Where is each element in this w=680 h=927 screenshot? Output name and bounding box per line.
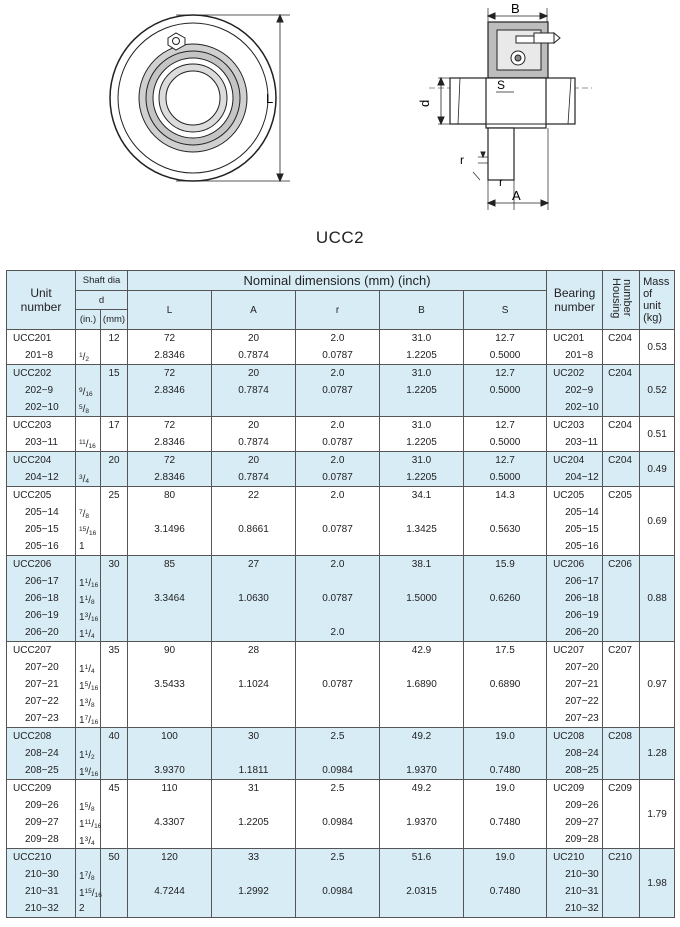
- dim-A-cell: 27 1.0630: [212, 556, 296, 642]
- shaft-mm-cell: 40: [101, 728, 128, 780]
- fraction: $^1/_2$: [79, 352, 90, 363]
- shaft-inch-cell: $1^1/_{16}$ $1^1/_8$ $1^3/_{16}$ $1^1/_4$: [76, 556, 101, 642]
- shaft-inch-cell: [76, 365, 101, 417]
- dim-B-cell: 42.9 1.6890: [380, 642, 464, 728]
- dim-A-cell: 20 0.7874: [212, 417, 296, 452]
- unit-number-cell: UCC208 208−24 208−25: [7, 728, 76, 780]
- dim-S-cell: 15.9 0.6260: [464, 556, 547, 642]
- fraction: $^{11}/_{16}$: [84, 819, 102, 830]
- dim-B-cell: 38.1 1.5000: [380, 556, 464, 642]
- dim-r-cell: 0.0787: [296, 642, 380, 728]
- dim-A-cell: 30 1.1811: [212, 728, 296, 780]
- header-B: B: [380, 291, 464, 330]
- shaft-mm-cell: 45: [101, 780, 128, 849]
- shaft-mm-cell: 12: [101, 330, 128, 365]
- table-row: [7, 780, 675, 849]
- front-view-drawing: [110, 15, 290, 181]
- dim-r-cell: 2.0 0.0787 2.0: [296, 556, 380, 642]
- fraction: $^9/_{16}$: [84, 767, 99, 778]
- mass-cell: 1.79: [640, 780, 675, 849]
- dim-S-cell: 19.0 0.7480: [464, 849, 547, 918]
- shaft-mm-cell: 25: [101, 487, 128, 556]
- fraction: $^9/_{16}$: [79, 387, 93, 398]
- dim-A-cell: 28 1.1024: [212, 642, 296, 728]
- dim-S-cell: 12.7 0.5000: [464, 417, 547, 452]
- unit-number-cell: UCC209 209−26 209−27 209−28: [7, 780, 76, 849]
- shaft-mm-cell: 20: [101, 452, 128, 487]
- bearing-number-cell: UC205 205−14 205−15 205−16: [547, 487, 603, 556]
- dim-B-cell: 49.2 1.9370: [380, 728, 464, 780]
- fraction: $^3/_4$: [79, 474, 90, 485]
- shaft-inch-cell: $^7/_8$ $^{15}/_{16}$ 1: [76, 487, 101, 556]
- shaft-mm-cell: 50: [101, 849, 128, 918]
- label-B: B: [511, 1, 520, 16]
- shaft-inch-cell: $1^1/_2$ $1^9/_{16}$: [76, 728, 101, 780]
- shaft-inch-cell: $1^5/_8$ $1^{11}/_{16}$ $1^3/_4$: [76, 780, 101, 849]
- mass-cell: 0.53: [640, 330, 675, 365]
- dim-r-cell: 2.0 0.0787: [296, 487, 380, 556]
- housing-number-cell: C209: [603, 780, 640, 849]
- header-mm: (mm): [101, 310, 128, 330]
- housing-number-cell: C204: [603, 365, 640, 417]
- table-row: [7, 365, 675, 417]
- table-row: [7, 556, 675, 642]
- fraction: $^1/_4$: [84, 664, 95, 675]
- fraction: $^1/_{16}$: [84, 578, 99, 589]
- fraction: $^3/_4$: [84, 836, 95, 847]
- dim-r-cell: 2.0 0.0787: [296, 417, 380, 452]
- bearing-number-cell: UC207 207−20 207−21 207−22 207−23: [547, 642, 603, 728]
- shaft-inch-cell: [76, 452, 101, 487]
- fraction: $^3/_{16}$: [84, 612, 99, 623]
- fraction: $^7/_{16}$: [84, 715, 99, 726]
- housing-number-cell: C207: [603, 642, 640, 728]
- unit-number-cell: UCC206 206−17 206−18 206−19 206−20: [7, 556, 76, 642]
- dim-L-cell: 72 2.8346: [128, 417, 212, 452]
- mass-cell: 0.52: [640, 365, 675, 417]
- shaft-inch-cell: [76, 330, 101, 365]
- unit-number-cell: UCC210 210−30 210−31 210−32: [7, 849, 76, 918]
- header-inch: (in.): [76, 310, 101, 330]
- housing-number-cell: C210: [603, 849, 640, 918]
- dim-r-cell: 2.5 0.0984: [296, 728, 380, 780]
- dim-L-cell: 72 2.8346: [128, 452, 212, 487]
- dim-B-cell: 31.0 1.2205: [380, 452, 464, 487]
- fraction: $^{11}/_{16}$: [79, 439, 96, 450]
- table-row: [7, 642, 675, 728]
- dimensions-table: [6, 270, 675, 918]
- header-shaft-dia: Shaft dia: [76, 271, 128, 291]
- bearing-number-cell: UC210 210−30 210−31 210−32: [547, 849, 603, 918]
- shaft-mm-cell: 35: [101, 642, 128, 728]
- fraction: $^{15}/_{16}$: [84, 888, 102, 899]
- unit-number-cell: UCC202 202−9 202−10: [7, 365, 76, 417]
- dim-B-cell: 49.2 1.9370: [380, 780, 464, 849]
- mass-cell: 0.49: [640, 452, 675, 487]
- table-body: [7, 330, 675, 918]
- fraction: $^{15}/_{16}$: [79, 526, 97, 537]
- housing-number-cell: C205: [603, 487, 640, 556]
- header-S: S: [464, 291, 547, 330]
- side-view-drawing: [429, 8, 592, 210]
- label-S: S: [497, 78, 506, 92]
- dim-S-cell: 17.5 0.6890: [464, 642, 547, 728]
- dim-B-cell: 31.0 1.2205: [380, 330, 464, 365]
- dim-A-cell: 33 1.2992: [212, 849, 296, 918]
- header-housing-number: Housing number: [603, 271, 640, 330]
- dim-S-cell: 12.7 0.5000: [464, 330, 547, 365]
- bearing-number-cell: UC208 208−24 208−25: [547, 728, 603, 780]
- dim-r-cell: 2.5 0.0984: [296, 780, 380, 849]
- page-title: UCC2: [315, 228, 365, 247]
- dim-L-cell: 100 3.9370: [128, 728, 212, 780]
- fraction: $^7/_8$: [79, 509, 90, 520]
- table-row: [7, 452, 675, 487]
- dim-A-cell: 22 0.8661: [212, 487, 296, 556]
- header-A: A: [212, 291, 296, 330]
- table-row: [7, 330, 675, 365]
- shaft-mm-cell: 15: [101, 365, 128, 417]
- mass-cell: 0.69: [640, 487, 675, 556]
- shaft-inch-cell: $1^7/_8$ $1^{15}/_{16}$ 2: [76, 849, 101, 918]
- dim-A-cell: 20 0.7874: [212, 330, 296, 365]
- shaft-inch-cell: [76, 417, 101, 452]
- dim-S-cell: 19.0 0.7480: [464, 780, 547, 849]
- table-row: [7, 728, 675, 780]
- fraction: $^5/_{16}$: [84, 681, 99, 692]
- label-A: A: [512, 188, 521, 203]
- dim-S-cell: 19.0 0.7480: [464, 728, 547, 780]
- bearing-number-cell: UC202 202−9 202−10: [547, 365, 603, 417]
- dim-B-cell: 31.0 1.2205: [380, 365, 464, 417]
- mass-cell: 0.51: [640, 417, 675, 452]
- dim-L-cell: 120 4.7244: [128, 849, 212, 918]
- label-r-2: r: [499, 175, 503, 189]
- shaft-mm-cell: 30: [101, 556, 128, 642]
- dim-L-cell: 80 3.1496: [128, 487, 212, 556]
- header-nominal-dimensions: Nominal dimensions (mm) (inch): [128, 271, 547, 291]
- dim-r-cell: 2.0 0.0787: [296, 452, 380, 487]
- dim-L-cell: 72 2.8346: [128, 330, 212, 365]
- header-L: L: [128, 291, 212, 330]
- housing-number-cell: C204: [603, 417, 640, 452]
- table-row: [7, 417, 675, 452]
- shaft-inch-cell: $1^1/_4$ $1^5/_{16}$ $1^3/_8$ $1^7/_{16}$: [76, 642, 101, 728]
- unit-number-cell: UCC203 203−11: [7, 417, 76, 452]
- header-unit-number: Unit number: [7, 271, 76, 330]
- fraction: $^5/_8$: [84, 802, 95, 813]
- table-row: [7, 849, 675, 918]
- dim-B-cell: 34.1 1.3425: [380, 487, 464, 556]
- label-d: d: [417, 99, 432, 107]
- unit-number-cell: UCC204 204−12: [7, 452, 76, 487]
- bearing-number-cell: UC203 203−11: [547, 417, 603, 452]
- header-d: d: [76, 291, 128, 310]
- mass-cell: 1.98: [640, 849, 675, 918]
- dim-r-cell: 2.0 0.0787: [296, 330, 380, 365]
- fraction: $^3/_8$: [84, 698, 95, 709]
- unit-number-cell: UCC207 207−20 207−21 207−22 207−23: [7, 642, 76, 728]
- mass-cell: 0.97: [640, 642, 675, 728]
- dim-S-cell: 12.7 0.5000: [464, 365, 547, 417]
- fraction: $^1/_4$: [84, 629, 95, 640]
- header-r: r: [296, 291, 380, 330]
- unit-number-cell: UCC201 201−8: [7, 330, 76, 365]
- unit-number-cell: UCC205 205−14 205−15 205−16: [7, 487, 76, 556]
- fraction: $^5/_8$: [79, 404, 90, 415]
- fraction: $^1/_8$: [84, 595, 95, 606]
- dim-r-cell: 2.0 0.0787: [296, 365, 380, 417]
- housing-number-cell: C204: [603, 452, 640, 487]
- header-mass-of-unit: Mass of unit (kg): [640, 271, 675, 330]
- dim-S-cell: 14.3 0.5630: [464, 487, 547, 556]
- bearing-number-cell: UC206 206−17 206−18 206−19 206−20: [547, 556, 603, 642]
- label-r-1: r: [460, 153, 464, 167]
- bearing-number-cell: UC209 209−26 209−27 209−28: [547, 780, 603, 849]
- mass-cell: 0.88: [640, 556, 675, 642]
- mass-cell: 1.28: [640, 728, 675, 780]
- dim-L-cell: 72 2.8346: [128, 365, 212, 417]
- dim-L-cell: 110 4.3307: [128, 780, 212, 849]
- dim-S-cell: 12.7 0.5000: [464, 452, 547, 487]
- housing-number-cell: C208: [603, 728, 640, 780]
- dim-B-cell: 31.0 1.2205: [380, 417, 464, 452]
- dim-L-cell: 85 3.3464: [128, 556, 212, 642]
- label-L: L: [266, 91, 274, 106]
- dim-A-cell: 20 0.7874: [212, 452, 296, 487]
- dim-r-cell: 2.5 0.0984: [296, 849, 380, 918]
- dim-A-cell: 31 1.2205: [212, 780, 296, 849]
- header-bearing-number: Bearing number: [547, 271, 603, 330]
- fraction: $^7/_8$: [84, 871, 95, 882]
- shaft-mm-cell: 17: [101, 417, 128, 452]
- dim-B-cell: 51.6 2.0315: [380, 849, 464, 918]
- housing-number-cell: C204: [603, 330, 640, 365]
- bearing-number-cell: UC201 201−8: [547, 330, 603, 365]
- dim-L-cell: 90 3.5433: [128, 642, 212, 728]
- bearing-number-cell: UC204 204−12: [547, 452, 603, 487]
- technical-drawings: [0, 0, 680, 225]
- housing-number-cell: C206: [603, 556, 640, 642]
- fraction: $^1/_2$: [84, 750, 95, 761]
- dim-A-cell: 20 0.7874: [212, 365, 296, 417]
- table-row: [7, 487, 675, 556]
